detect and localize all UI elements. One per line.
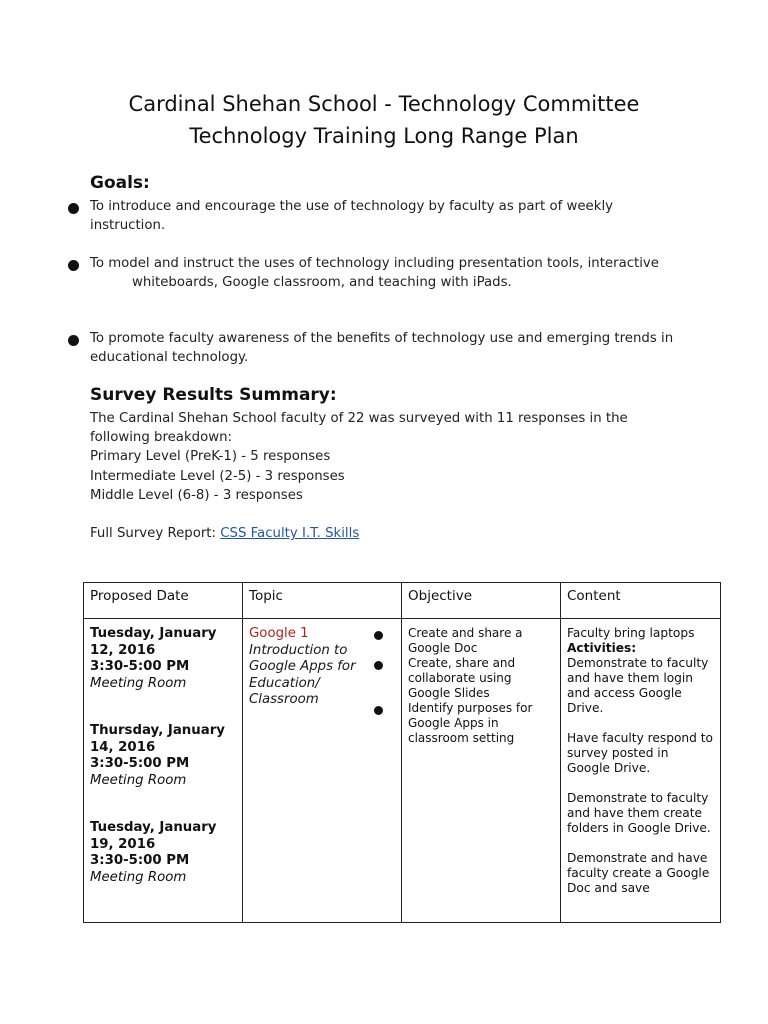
bullet-icon xyxy=(374,631,383,640)
document-title: Cardinal Shehan School - Technology Committee xyxy=(128,92,640,116)
activities-label: Activities: xyxy=(567,641,637,655)
objective-item: Identify purposes for Google Apps in classroom setting xyxy=(408,701,533,745)
objective-list xyxy=(408,626,555,746)
session xyxy=(90,626,237,692)
session xyxy=(90,723,237,789)
survey-line: Middle Level (6-8) - 3 responses xyxy=(90,487,303,503)
survey-line: following breakdown: xyxy=(90,430,233,446)
content-block xyxy=(567,626,715,896)
goal-item-text: To model and instruct the uses of technology including presentation tools, interactive xyxy=(90,256,659,271)
column-header-date: Proposed Date xyxy=(84,583,243,619)
goal-item-continuation: whiteboards, Google classroom, and teaching with iPads. xyxy=(132,275,512,290)
content-paragraph: Demonstrate to faculty and have them create folders in Google Drive. xyxy=(567,791,711,835)
session-room: Meeting Room xyxy=(90,869,187,885)
bullet-icon xyxy=(68,335,79,346)
goals-heading: Goals: xyxy=(90,173,150,193)
bullet-icon xyxy=(374,661,383,670)
session xyxy=(90,820,237,886)
survey-report xyxy=(90,524,680,543)
survey-summary xyxy=(90,409,680,505)
survey-line: The Cardinal Shehan School faculty of 22 was surveyed with 11 responses in the xyxy=(90,411,628,426)
objective-cell xyxy=(402,619,561,923)
objective-item: Create and share a Google Doc xyxy=(408,626,523,655)
topic-name: Google 1 xyxy=(249,626,309,641)
survey-heading: Survey Results Summary: xyxy=(90,385,337,405)
document-subtitle: Technology Training Long Range Plan xyxy=(189,124,579,148)
content-cell xyxy=(561,619,721,923)
survey-line: Intermediate Level (2-5) - 3 responses xyxy=(90,468,345,484)
topic-description: Introduction to Google Apps for Education/ Classroom xyxy=(249,642,356,707)
session-room: Meeting Room xyxy=(90,675,187,691)
session-time: 3:30-5:00 PM xyxy=(90,853,190,868)
goal-item: To promote faculty awareness of the benefits of technology use and emerging trends in educational technology. xyxy=(90,331,674,365)
content-paragraph: Demonstrate to faculty and have them login and access Google Drive. xyxy=(567,656,709,715)
topic-cell xyxy=(243,619,402,923)
survey-report-label: Full Survey Report: xyxy=(90,526,221,541)
column-header-content: Content xyxy=(561,583,721,619)
table-row xyxy=(84,619,721,923)
session-date: Tuesday, January 19, 2016 xyxy=(90,820,217,852)
column-header-objective: Objective xyxy=(402,583,561,619)
session-room: Meeting Room xyxy=(90,772,187,788)
content-intro: Faculty bring laptops xyxy=(567,626,695,640)
session-date: Thursday, January 14, 2016 xyxy=(90,723,225,755)
survey-line: Primary Level (PreK-1) - 5 responses xyxy=(90,449,331,465)
training-plan-table xyxy=(83,582,721,923)
objective-item: Create, share and collaborate using Google Slides xyxy=(408,656,516,700)
goal-item: To introduce and encourage the use of technology by faculty as part of weekly instruction. xyxy=(90,199,614,233)
bullet-icon xyxy=(68,203,79,214)
table-header-row xyxy=(84,583,721,619)
content-paragraph: Have faculty respond to survey posted in Google Drive. xyxy=(567,731,714,775)
session-time: 3:30-5:00 PM xyxy=(90,659,190,674)
session-time: 3:30-5:00 PM xyxy=(90,756,190,771)
column-header-topic: Topic xyxy=(243,583,402,619)
bullet-icon xyxy=(374,706,383,715)
survey-report-link[interactable]: CSS Faculty I.T. Skills xyxy=(220,526,360,541)
bullet-icon xyxy=(68,260,79,271)
goal-item xyxy=(90,254,680,292)
dates-cell xyxy=(84,619,243,923)
session-date: Tuesday, January 12, 2016 xyxy=(90,626,217,658)
content-paragraph: Demonstrate and have faculty create a Google Doc and save xyxy=(567,851,710,895)
